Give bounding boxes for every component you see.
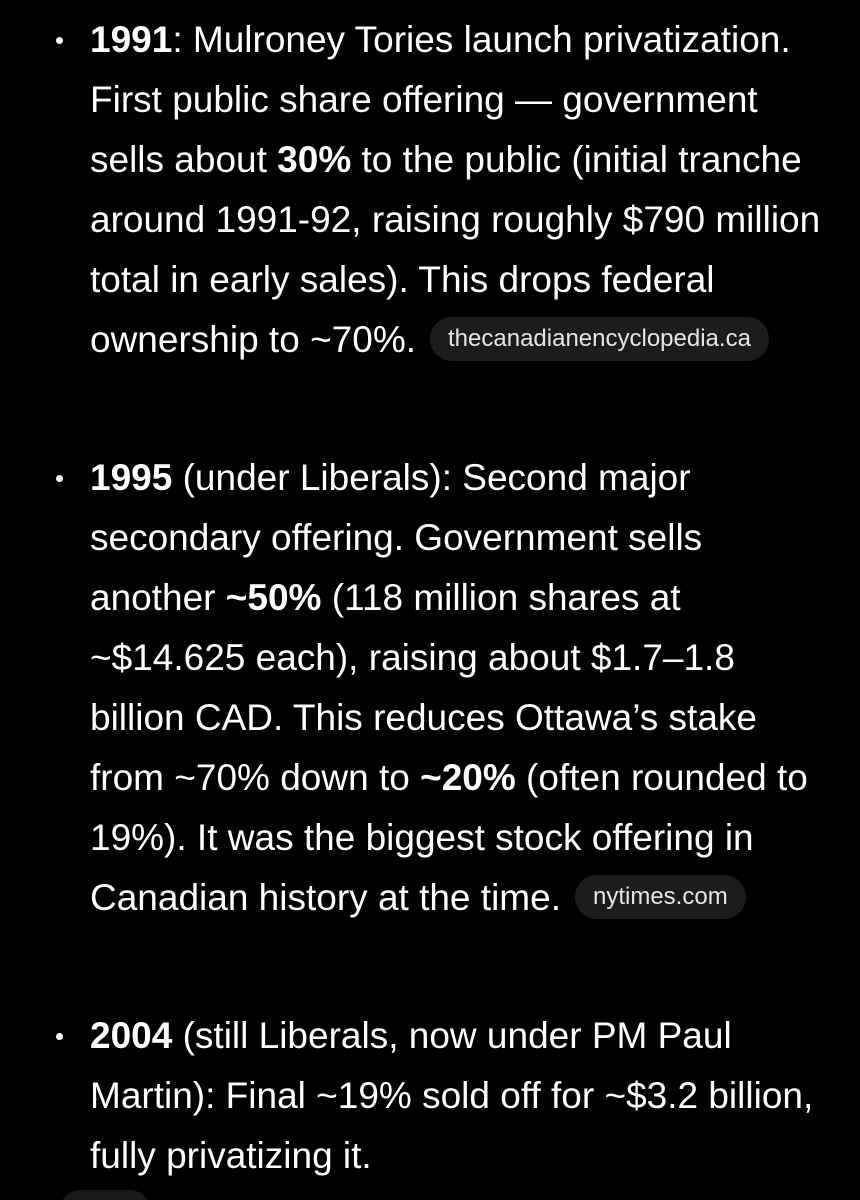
bullet-point — [56, 475, 63, 482]
list-item — [0, 1006, 860, 1186]
list-item — [0, 448, 860, 928]
source-chip[interactable]: thecanadianencyclopedia.ca — [430, 317, 769, 361]
source-chip[interactable]: nytimes.com — [575, 875, 746, 919]
item-text: (under Liberals): Second major secondary offering. Government sells another — [90, 457, 703, 618]
item-text: (118 million shares at ~$14.625 each), raising about $1.7–1.8 billion CAD. This reduces Ottawa’s stake from ~70% down to — [90, 577, 757, 798]
list-item — [0, 10, 860, 370]
highlight-percent: ~20% — [420, 757, 516, 798]
item-text: : Mulroney Tories launch privatization. First public share offering — government sells about — [90, 19, 791, 180]
bullet-point — [56, 37, 63, 44]
bullet-point — [56, 1033, 63, 1040]
partial-button-edge — [60, 1190, 150, 1200]
item-text: to the public (initial tranche around 1991-92, raising roughly $790 million total in early sales). This drops federal ownership to ~70%. — [90, 139, 821, 360]
year-label: 1991 — [90, 19, 173, 60]
year-label: 2004 — [90, 1015, 173, 1056]
item-text: (often rounded to 19%). It was the biggest stock offering in Canadian history at the time. — [90, 757, 808, 918]
highlight-percent: ~50% — [225, 577, 322, 618]
highlight-percent: 30% — [277, 139, 352, 180]
year-label: 1995 — [90, 457, 173, 498]
item-text: (still Liberals, now under PM Paul Martin): Final ~19% sold off for ~$3.2 billion, fully privatizing it. — [90, 1015, 814, 1176]
